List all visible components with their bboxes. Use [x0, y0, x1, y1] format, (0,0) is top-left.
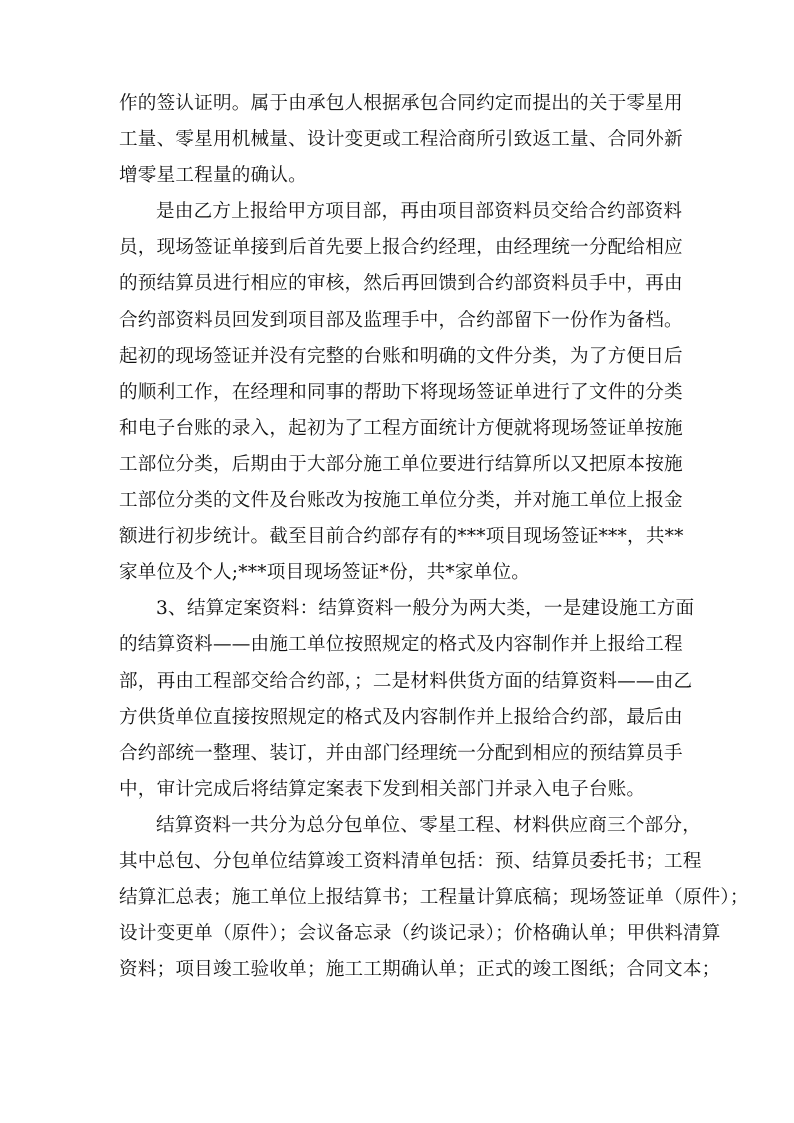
- text-line: 起初的现场签证并没有完整的台账和明确的文件分类，为了方便日后: [119, 345, 683, 367]
- text-line: 结算汇总表；施工单位上报结算书；工程量计算底稿；现场签证单（原件）；: [119, 887, 749, 909]
- text-line: 的顺利工作，在经理和同事的帮助下将现场签证单进行了文件的分类: [119, 381, 683, 403]
- text-line: 的预结算员进行相应的审核，然后再回馈到合约部资料员手中，再由: [119, 273, 683, 295]
- text-line: 和电子台账的录入，起初为了工程方面统计方便就将现场签证单按施: [119, 417, 683, 439]
- text-line: 工部位分类的文件及台账改为按施工单位分类，并对施工单位上报金: [119, 490, 683, 512]
- text-line: 额进行初步统计。截至目前合约部存有的***项目现场签证***，共**: [119, 526, 684, 548]
- paragraph-first-line: 结算资料一共分为总分包单位、零星工程、材料供应商三个部分，: [156, 814, 702, 836]
- text-line: 作的签认证明。属于由承包人根据承包合同约定而提出的关于零星用: [119, 93, 683, 114]
- text-line: 合约部统一整理、装订，并由部门经理统一分配到相应的预结算员手: [119, 742, 683, 764]
- text-line: 工量、零星用机械量、设计变更或工程洽商所引致返工量、合同外新: [119, 129, 683, 151]
- text-line: 的结算资料——由施工单位按照规定的格式及内容制作并上报给工程: [119, 634, 683, 656]
- text-line: 方供货单位直接按照规定的格式及内容制作并上报给合约部，最后由: [119, 706, 683, 728]
- paragraph-first-line: 3、结算定案资料：结算资料一般分为两大类，一是建设施工方面: [156, 598, 695, 620]
- paragraph-first-line: 是由乙方上报给甲方项目部，再由项目部资料员交给合约部资料: [156, 201, 683, 223]
- text-line: 工部位分类，后期由于大部分施工单位要进行结算所以又把原本按施: [119, 453, 683, 475]
- text-line: 员，现场签证单接到后首先要上报合约经理，由经理统一分配给相应: [119, 237, 683, 259]
- text-line: 其中总包、分包单位结算竣工资料清单包括：预、结算员委托书；工程: [119, 850, 702, 872]
- text-line: 增零星工程量的确认。: [119, 165, 307, 187]
- text-line: 家单位及个人;***项目现场签证*份，共*家单位。: [119, 562, 531, 584]
- document-body: [119, 86, 749, 988]
- text-line: 部，再由工程部交给合约部，；二是材料供货方面的结算资料——由乙: [119, 670, 693, 692]
- text-line: 设计变更单（原件）；会议备忘录（约谈记录）；价格确认单；甲供料清算: [119, 923, 721, 945]
- text-line: 中，审计完成后将结算定案表下发到相关部门并录入电子台账。: [119, 778, 646, 800]
- text-line: 合约部资料员回发到项目部及监理手中，合约部留下一份作为备档。: [119, 309, 683, 331]
- text-line: 资料；项目竣工验收单；施工工期确认单；正式的竣工图纸；合同文本；: [119, 959, 721, 981]
